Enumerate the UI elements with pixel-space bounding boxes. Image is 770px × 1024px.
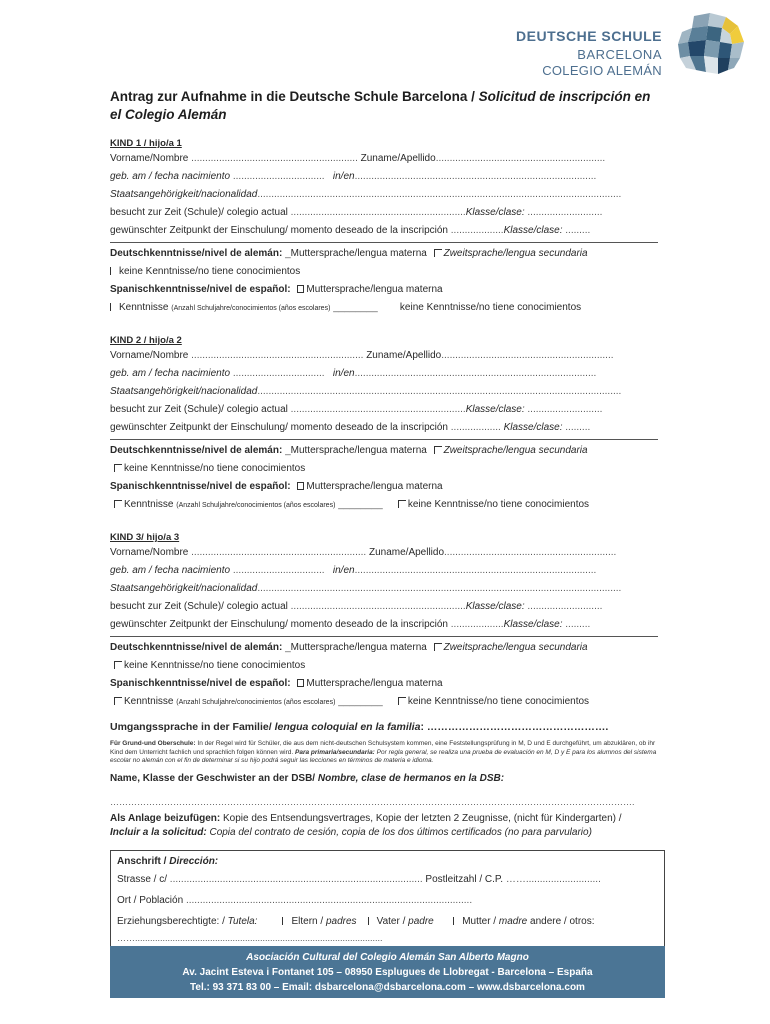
mutter-de-option[interactable]: Muttersprache/lengua materna <box>290 445 427 456</box>
family-language-row[interactable]: Umgangssprache in der Familie/ lengua coloquial en la familia: ……………………………………………. <box>110 721 609 733</box>
checkbox[interactable] <box>114 500 122 508</box>
mutter-de-option[interactable]: Muttersprache/lengua materna <box>290 248 427 259</box>
school-logo <box>516 10 750 82</box>
checkbox[interactable] <box>398 500 406 508</box>
zweit-option[interactable]: Zweitsprache/lengua secundaria <box>443 248 588 259</box>
other-guardian-line[interactable]: ……................................................................................................... <box>117 932 383 943</box>
checkbox[interactable] <box>434 446 442 454</box>
child-1-section <box>110 137 665 317</box>
nationality-row[interactable]: Staatsangehörigkeit/nacionalidad................................................................................................................................... <box>110 386 622 397</box>
guardian-row[interactable]: Erziehungsberechtigte: / Tutela: Eltern / padres Vater / padre Mutter / madre andere / otros: <box>117 915 595 927</box>
birth-row[interactable]: geb. am / fecha nacimiento ................................. in/en....................................................................................... <box>110 565 597 576</box>
enrollment-date-row[interactable]: gewünschter Zeitpunkt der Einschulung/ momento deseado de la inscripción ...................Klasse/clase: ......... <box>110 225 591 236</box>
school-row[interactable]: besucht zur Zeit (Schule)/ colegio actual ...............................................................Klasse/clase: ........................... <box>110 404 603 415</box>
checkbox[interactable] <box>282 917 288 925</box>
address-box <box>110 850 665 949</box>
keine2-option[interactable]: keine Kenntnisse/no tiene conocimientos <box>407 499 590 510</box>
logo-line2: BARCELONA <box>577 47 662 62</box>
siblings-heading: Name, Klasse der Geschwister an der DSB/ Nombre, clase de hermanos en la DSB: <box>110 772 505 784</box>
mutter-es-option[interactable]: Muttersprache/lengua materna <box>306 481 443 492</box>
school-row[interactable]: besucht zur Zeit (Schule)/ colegio actual ...............................................................Klasse/clase: ........................... <box>110 601 603 612</box>
child-3-section <box>110 531 665 711</box>
checkbox[interactable] <box>368 917 374 925</box>
nationality-row[interactable]: Staatsangehörigkeit/nacionalidad................................................................................................................................... <box>110 189 622 200</box>
footer-line2: Av. Jacint Esteva i Fontanet 105 – 08950 Esplugues de Llobregat - Barcelona – España <box>182 967 593 978</box>
footer-line1: Asociación Cultural del Colegio Alemán San Alberto Magno <box>246 952 529 963</box>
footer-line3: Tel.: 93 371 83 00 – Email: dsbarcelona@dsbarcelona.com – www.dsbarcelona.com <box>190 982 585 993</box>
checkbox[interactable] <box>114 661 122 669</box>
school-row[interactable]: besucht zur Zeit (Schule)/ colegio actual ...............................................................Klasse/clase: ........................... <box>110 207 603 218</box>
evaluation-note: Für Grund-und Oberschule: In der Regel wird für Schüler, die aus dem nicht-deutschen Schulsystem kommen, eine Feststellungsprüfung in M, D und E durchgeführt, um abzuklären, ob ihr Kind dem Unterricht fachlich und sprachlich folgen können wird. Para primaria/secundaria: Por regla general, se realiza una prueba de evaluación en M, D y E para los alumnos del sistema escolar no alemán con el fin de determinar si su hijo podrá seguir las lecciones en términos de materia e idioma. <box>110 740 657 764</box>
mutter-es-option[interactable]: Muttersprache/lengua materna <box>306 284 443 295</box>
enrollment-date-row[interactable]: gewünschter Zeitpunkt der Einschulung/ momento deseado de la inscripción ...................Klasse/clase: ......... <box>110 619 591 630</box>
title-german: Antrag zur Aufnahme in die Deutsche Schule Barcelona / <box>110 89 479 104</box>
checkbox[interactable] <box>434 249 442 257</box>
zweit-option[interactable]: Zweitsprache/lengua secundaria <box>443 642 588 653</box>
keine2-option[interactable]: keine Kenntnisse/no tiene conocimientos <box>399 302 582 313</box>
city-row[interactable]: Ort / Población ....................................................................................................... <box>117 894 473 906</box>
child-2-section <box>110 334 665 514</box>
checkbox[interactable] <box>110 267 116 275</box>
child-3-heading: KIND 3/ hijo/a 3 <box>110 532 180 543</box>
siblings-input-line[interactable]: …………………………………………………………………………………………………………………………………………………………. <box>110 796 635 807</box>
name-row[interactable]: Vorname/Nombre ............................................................ Zuname/Apellido............................................................. <box>110 153 606 164</box>
enrollment-date-row[interactable]: gewünschter Zeitpunkt der Einschulung/ momento deseado de la inscripción .................. Klasse/clase: ......... <box>110 422 591 433</box>
street-row[interactable]: Strasse / c/ ........................................................................................... Postleitzahl / C.P. ……........................... <box>117 873 601 885</box>
child-3-language: Deutschkenntnisse/nivel de alemán: _Muttersprache/lengua materna Zweitsprache/lengua secundaria keine Kenntnisse/no tiene conocimientos Spanischkenntnisse/nivel de español: Muttersprache/lengua materna Kenntnisse (Anzahl Schuljahre/conocimientos (años escolares) ________ keine Kenntnisse/no tiene conocimientos <box>110 636 658 711</box>
form-title <box>110 88 665 124</box>
name-row[interactable]: Vorname/Nombre ............................................................... Zuname/Apellido.............................................................. <box>110 547 617 558</box>
keine-option[interactable]: keine Kenntnisse/no tiene conocimientos <box>124 463 306 474</box>
footer-banner <box>110 946 665 998</box>
attachments-note: Als Anlage beizufügen: Kopie des Entsendungsvertrages, Kopie der letzten 2 Zeugnisse, (nicht für Kindergarten) / Incluir a la solicitud: Copia del contrato de cesión, copia de los dos últimos certificados (no para parvulario) <box>110 812 622 838</box>
keine2-option[interactable]: keine Kenntnisse/no tiene conocimientos <box>407 696 590 707</box>
logo-line3: COLEGIO ALEMÁN <box>542 63 662 78</box>
checkbox[interactable] <box>398 697 406 705</box>
form-content <box>110 88 665 949</box>
child-2-language: Deutschkenntnisse/nivel de alemán: _Muttersprache/lengua materna Zweitsprache/lengua secundaria keine Kenntnisse/no tiene conocimientos Spanischkenntnisse/nivel de español: Muttersprache/lengua materna Kenntnisse (Anzahl Schuljahre/conocimientos (años escolares) ________ keine Kenntnisse/no tiene conocimientos <box>110 439 658 514</box>
keine-option[interactable]: keine Kenntnisse/no tiene conocimientos <box>119 266 301 277</box>
title-spanish: Solicitud de inscripción en el Colegio Alemán <box>110 89 651 122</box>
checkbox[interactable] <box>297 285 304 293</box>
keine-option[interactable]: keine Kenntnisse/no tiene conocimientos <box>124 660 306 671</box>
mutter-de-option[interactable]: Muttersprache/lengua materna <box>290 642 427 653</box>
mosaic-circle-icon <box>674 12 746 80</box>
child-1-heading: KIND 1 / hijo/a 1 <box>110 138 182 149</box>
checkbox[interactable] <box>114 464 122 472</box>
mutter-es-option[interactable]: Muttersprache/lengua materna <box>306 678 443 689</box>
checkbox[interactable] <box>453 917 459 925</box>
checkbox[interactable] <box>297 482 304 490</box>
zweit-option[interactable]: Zweitsprache/lengua secundaria <box>443 445 588 456</box>
child-1-language: Deutschkenntnisse/nivel de alemán: _Muttersprache/lengua materna Zweitsprache/lengua secundaria keine Kenntnisse/no tiene conocimientos Spanischkenntnisse/nivel de español: Muttersprache/lengua materna Kenntnisse (Anzahl Schuljahre/conocimientos (años escolares) ________ keine Kenntnisse/no tiene conocimientos <box>110 242 658 317</box>
logo-line1: DEUTSCHE SCHULE <box>516 28 662 44</box>
child-2-heading: KIND 2 / hijo/a 2 <box>110 335 182 346</box>
nationality-row[interactable]: Staatsangehörigkeit/nacionalidad................................................................................................................................... <box>110 583 622 594</box>
checkbox[interactable] <box>434 643 442 651</box>
name-row[interactable]: Vorname/Nombre .............................................................. Zuname/Apellido.............................................................. <box>110 350 614 361</box>
checkbox[interactable] <box>114 697 122 705</box>
birth-row[interactable]: geb. am / fecha nacimiento ................................. in/en....................................................................................... <box>110 171 597 182</box>
birth-row[interactable]: geb. am / fecha nacimiento ................................. in/en....................................................................................... <box>110 368 597 379</box>
address-heading: Anschrift / Dirección: <box>117 855 219 867</box>
checkbox[interactable] <box>110 303 116 311</box>
checkbox[interactable] <box>297 679 304 687</box>
